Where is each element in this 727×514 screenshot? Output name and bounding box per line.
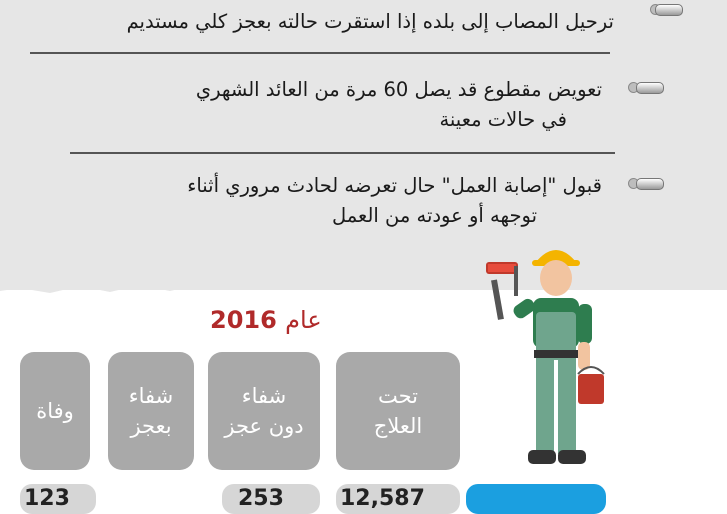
divider-line: [70, 152, 615, 154]
card-label-line2: دون عجز: [224, 414, 304, 438]
card-label-line1: وفاة: [36, 399, 74, 423]
spiral-binding-ring-icon: [636, 178, 664, 190]
bullet-deportation: ترحيل المصاب إلى بلده إذا استقرت حالته بعجز كلي مستديم: [126, 10, 614, 33]
card-under-treatment: [336, 352, 460, 470]
value-under-treatment: 12,587: [340, 486, 425, 511]
value-death: 123: [24, 486, 70, 511]
card-label-line2: العلاج: [373, 414, 423, 438]
divider-line: [30, 52, 610, 54]
year-number: 2016: [210, 306, 277, 334]
card-label-line2: بعجز: [130, 414, 172, 438]
card-label-line1: شفاء: [128, 384, 174, 408]
bullet-compensation-cont: في حالات معينة: [439, 108, 567, 131]
bullet-work-injury-cont: توجهه أو عودته من العمل: [332, 204, 537, 227]
torn-paper-edge: [0, 255, 727, 300]
card-recovered-with-disability: [108, 352, 194, 470]
card-label-line1: شفاء: [241, 384, 287, 408]
bullet-work-injury: قبول "إصابة العمل" حال تعرضه لحادث مروري أثناء: [187, 174, 602, 197]
spiral-binding-ring-icon: [636, 82, 664, 94]
year-word: عام: [285, 306, 322, 334]
card-death: [20, 352, 90, 470]
spiral-binding-ring-icon: [655, 4, 683, 16]
card-recovered-no-disability: [208, 352, 320, 470]
year-heading: [210, 306, 322, 334]
card-label-line1: تحت: [377, 384, 419, 408]
worker-illustration: [478, 232, 608, 500]
bullet-compensation: تعويض مقطوع قد يصل 60 مرة من العائد الشهري: [195, 78, 602, 101]
value-recovered-no-disability: 253: [238, 486, 284, 511]
